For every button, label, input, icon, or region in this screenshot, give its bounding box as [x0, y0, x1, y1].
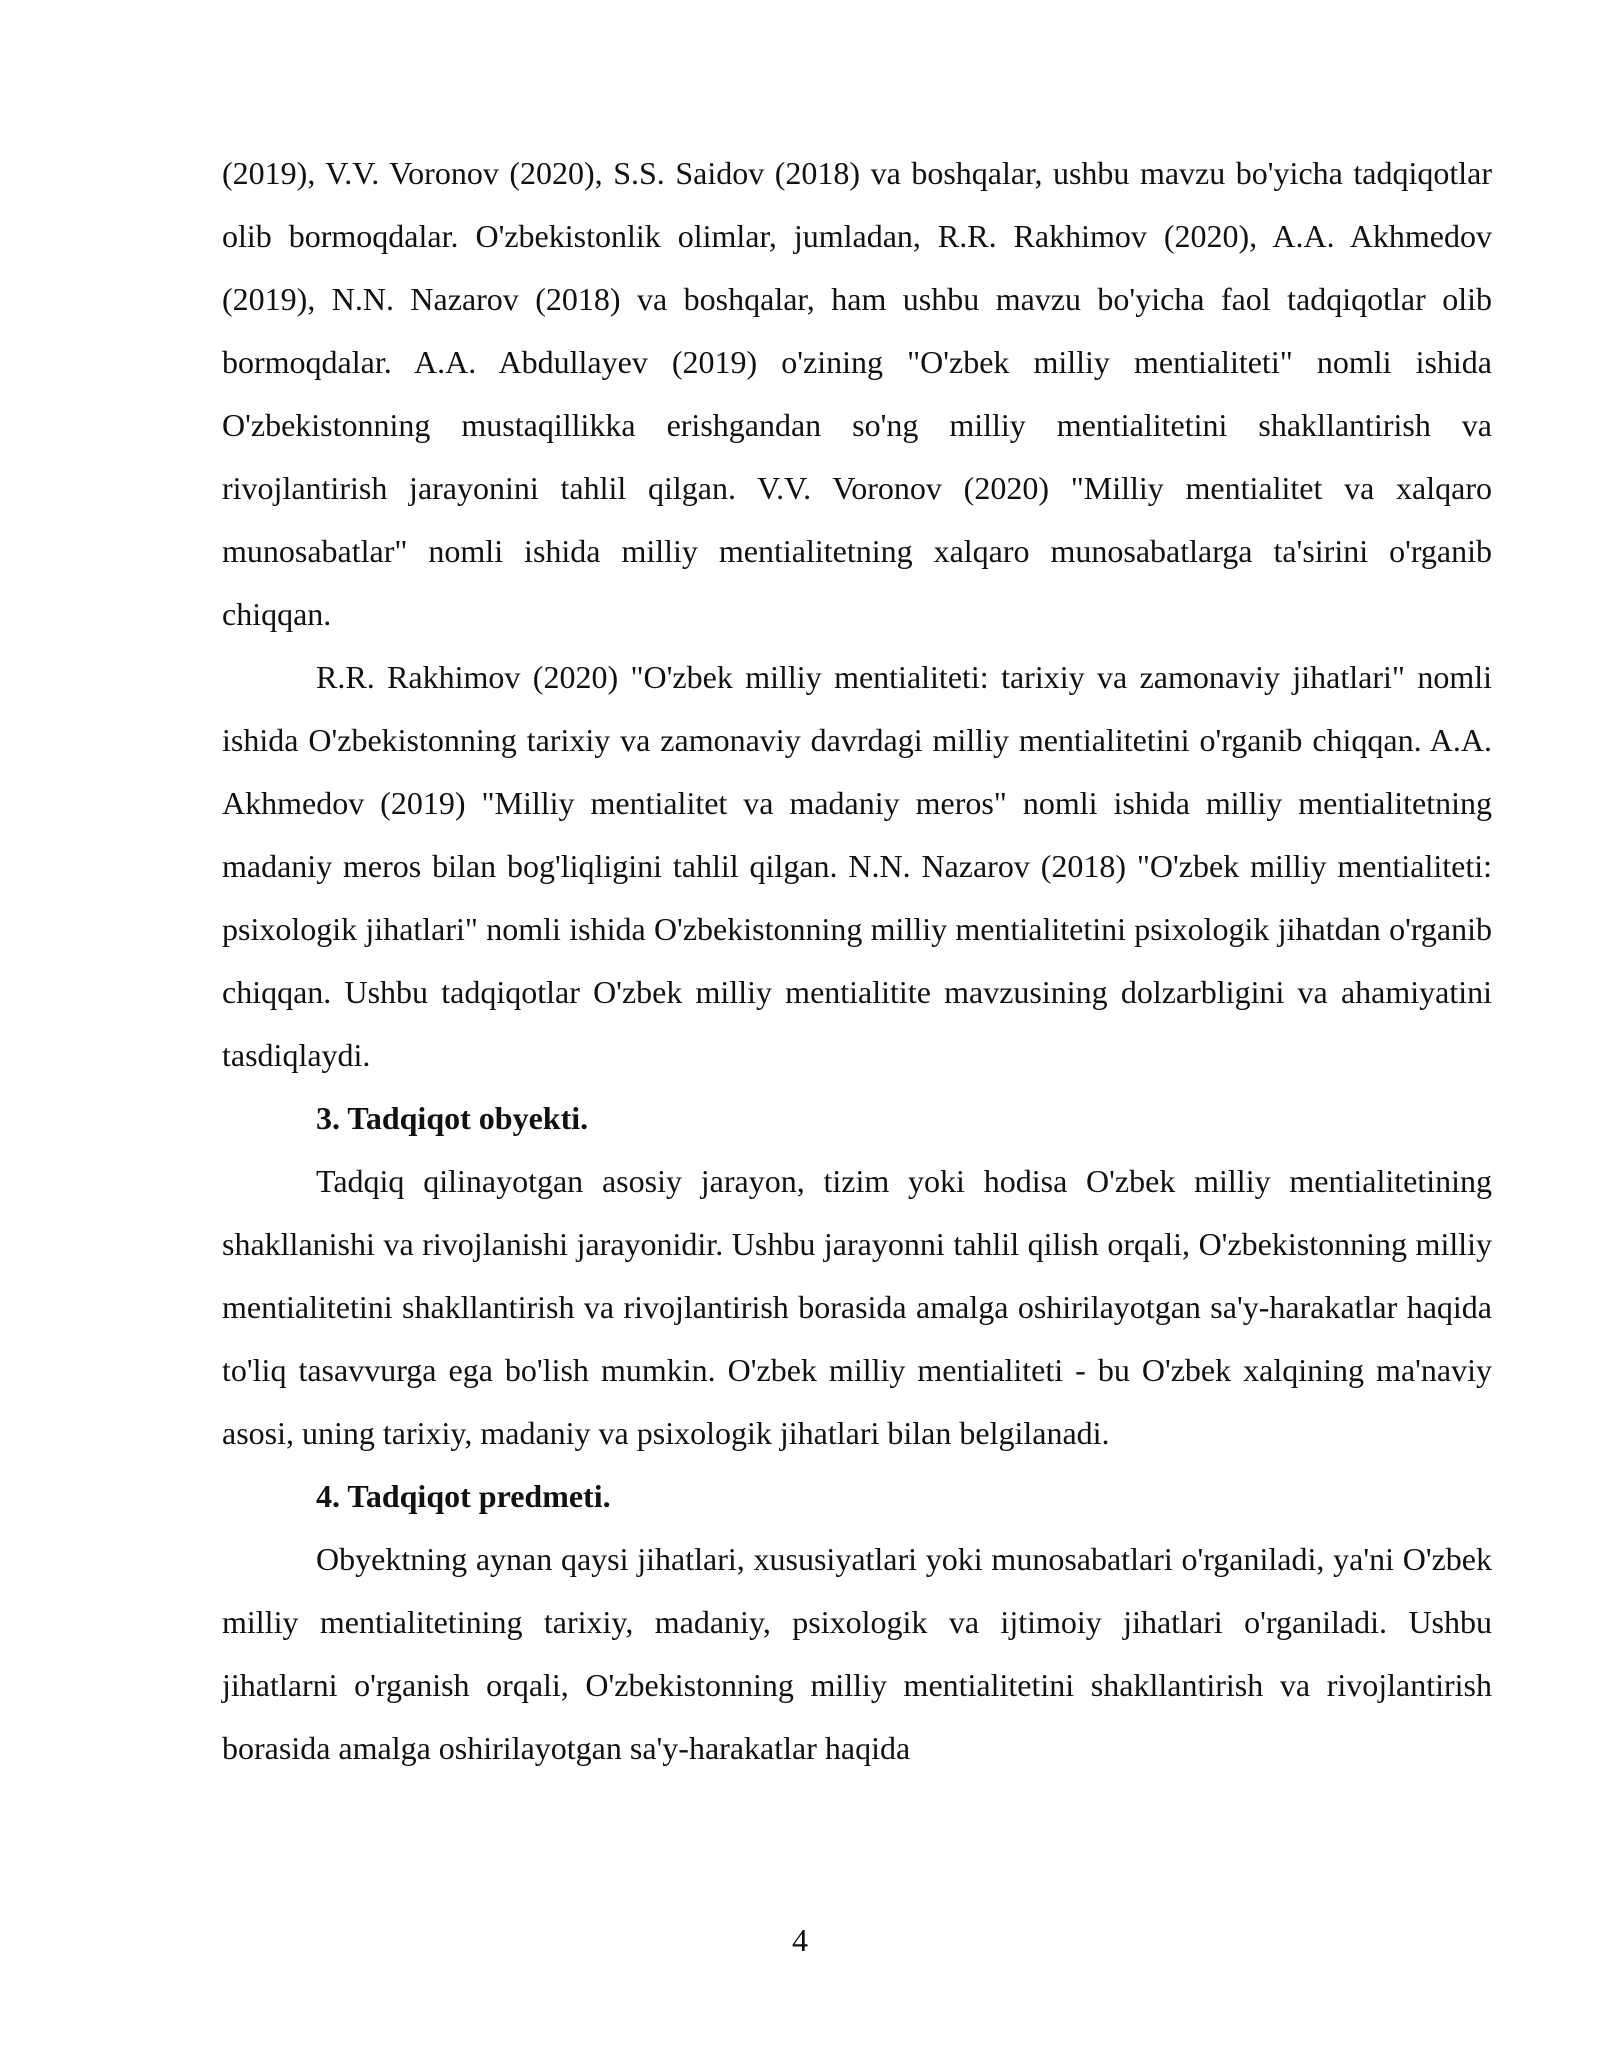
paragraph-research-subject: Obyektning aynan qaysi jihatlari, xususiyatlari yoki munosabatlari o'rganiladi, ya'ni O'zbek milliy mentialitetining tarixiy, madaniy, psixologik va ijtimoiy jihatlari o'rganiladi. Ushbu jihatlarni o'rganish orqali, O'zbekistonning milliy mentialitetini shakllantirish va rivojlantirish borasida amalga oshirilayotgan sa'y-harakatlar haqida — [222, 1541, 1492, 1766]
section-heading-research-object: 3. Tadqiqot obyekti. — [316, 1100, 589, 1136]
document-page — [222, 142, 1492, 1780]
page-number: 4 — [792, 1922, 808, 1958]
section-heading-research-subject: 4. Tadqiqot predmeti. — [316, 1478, 611, 1514]
paragraph-literature-review-continued: (2019), V.V. Voronov (2020), S.S. Saidov (2018) va boshqalar, ushbu mavzu bo'yicha tadqiqotlar olib bormoqdalar. O'zbekistonlik olimlar, jumladan, R.R. Rakhimov (2020), A.A. Akhmedov (2019), N.N. Nazarov (2018) va boshqalar, ham ushbu mavzu bo'yicha faol tadqiqotlar olib bormoqdalar. A.A. Abdullayev (2019) o'zining "O'zbek milliy mentialiteti" nomli ishida O'zbekistonning mustaqillikka erishgandan so'ng milliy mentialitetini shakllantirish va rivojlantirish jarayonini tahlil qilgan. V.V. Voronov (2020) "Milliy mentialitet va xalqaro munosabatlar" nomli ishida milliy mentialitetning xalqaro munosabatlarga ta'sirini o'rganib chiqqan. — [222, 155, 1492, 632]
paragraph-research-object: Tadqiq qilinayotgan asosiy jarayon, tizim yoki hodisa O'zbek milliy mentialitetining shakllanishi va rivojlanishi jarayonidir. Ushbu jarayonni tahlil qilish orqali, O'zbekistonning milliy mentialitetini shakllantirish va rivojlantirish borasida amalga oshirilayotgan sa'y-harakatlar haqida to'liq tasavvurga ega bo'lish mumkin. O'zbek milliy mentialiteti - bu O'zbek xalqining ma'naviy asosi, uning tarixiy, madaniy va psixologik jihatlari bilan belgilanadi. — [222, 1163, 1492, 1451]
paragraph-literature-review-details: R.R. Rakhimov (2020) "O'zbek milliy mentialiteti: tarixiy va zamonaviy jihatlari" nomli ishida O'zbekistonning tarixiy va zamonaviy davrdagi milliy mentialitetini o'rganib chiqqan. A.A. Akhmedov (2019) "Milliy mentialitet va madaniy meros" nomli ishida milliy mentialitetning madaniy meros bilan bog'liqligini tahlil qilgan. N.N. Nazarov (2018) "O'zbek milliy mentialiteti: psixologik jihatlari" nomli ishida O'zbekistonning milliy mentialitetini psixologik jihatdan o'rganib chiqqan. Ushbu tadqiqotlar O'zbek milliy mentialitite mavzusining dolzarbligini va ahamiyatini tasdiqlaydi. — [222, 659, 1492, 1073]
